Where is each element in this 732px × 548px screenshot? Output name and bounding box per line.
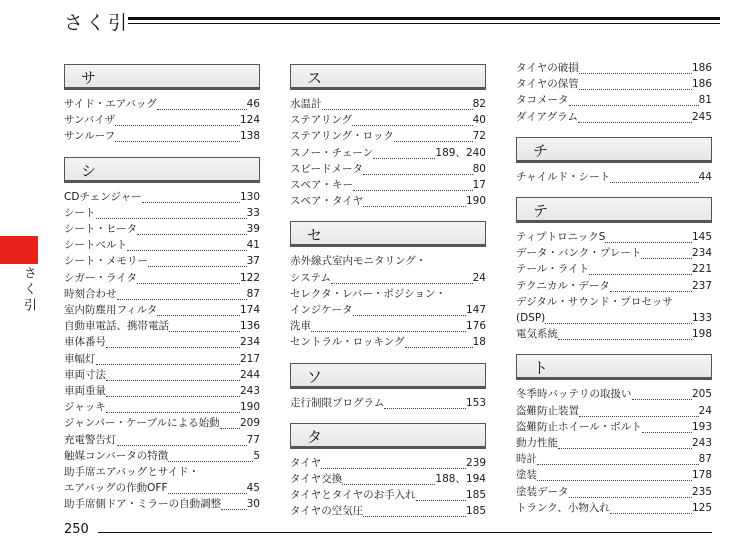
- index-entry: [516, 294, 712, 310]
- leader-dots: [106, 386, 240, 397]
- page-number: 250: [64, 522, 89, 537]
- index-term: ジャンパー・ケーブルによる始動: [64, 417, 220, 430]
- index-page-number: 147: [465, 304, 486, 316]
- index-term: ステアリング・ロック: [290, 130, 394, 143]
- index-entry: [290, 302, 486, 318]
- index-term: シート: [64, 206, 96, 219]
- index-term: インジケータ: [290, 304, 353, 316]
- leader-dots: [322, 99, 473, 110]
- leader-dots: [96, 208, 247, 219]
- index-page-number: 190: [465, 195, 486, 208]
- index-entry: [64, 351, 260, 367]
- index-page-number: 145: [691, 231, 712, 243]
- leader-dots: [394, 131, 473, 142]
- leader-dots: [579, 79, 692, 90]
- index-entry: [290, 395, 486, 411]
- index-entry: [290, 96, 486, 112]
- index-entry: [290, 253, 486, 269]
- leader-dots: [331, 273, 473, 284]
- leader-dots: [642, 422, 692, 433]
- index-entry: [64, 128, 260, 144]
- section-heading-label: セ: [307, 226, 323, 245]
- index-entry: [290, 286, 486, 302]
- index-page-number: 237: [691, 279, 712, 292]
- index-term: ティプトロニックS: [516, 231, 606, 243]
- leader-dots: [578, 112, 692, 123]
- index-page-number: 130: [239, 190, 260, 203]
- index-entry: [516, 278, 712, 294]
- index-page-number: 243: [239, 385, 260, 397]
- index-page-number: 205: [691, 388, 712, 401]
- index-entry: [290, 112, 486, 128]
- index-page-number: 174: [239, 304, 260, 316]
- side-tab-label: さく引: [21, 266, 36, 314]
- leader-dots: [537, 470, 692, 481]
- leader-dots: [115, 131, 240, 142]
- leader-dots: [157, 305, 240, 316]
- index-entry: [516, 109, 712, 125]
- index-entry: [290, 318, 486, 334]
- index-page-number: 185: [465, 505, 486, 518]
- index-term: タイヤの破損: [516, 62, 579, 74]
- index-term: シートベルト: [64, 239, 127, 252]
- index-term: ダイアグラム: [516, 110, 579, 123]
- index-term: 冬季時バッテリの取扱い: [516, 388, 632, 401]
- index-term: タイヤの空気圧: [290, 505, 364, 518]
- index-page-number: 45: [246, 482, 260, 495]
- leader-dots: [137, 273, 240, 284]
- index-term: トランク、小物入れ: [516, 501, 610, 514]
- leader-dots: [363, 164, 473, 175]
- index-term: セレクタ・レバー・ポジション・: [290, 287, 446, 300]
- section-heading: [64, 157, 260, 183]
- index-term: タイヤ: [290, 456, 322, 469]
- index-term: セントラル・ロッキング: [290, 336, 405, 349]
- index-entry: [64, 253, 260, 269]
- index-entry: [64, 448, 260, 464]
- index-entry: [64, 334, 260, 350]
- section-heading-label: ソ: [307, 367, 323, 386]
- index-entry: [64, 302, 260, 318]
- index-entry: [516, 419, 712, 435]
- index-entry: [64, 189, 260, 205]
- index-side-tab: [0, 236, 38, 264]
- index-term: 走行制限プログラム: [290, 396, 385, 409]
- index-entry: [64, 318, 260, 334]
- index-page-number: 24: [698, 404, 712, 417]
- index-term: 時刻合わせ: [64, 287, 117, 300]
- leader-dots: [610, 172, 698, 183]
- leader-dots: [569, 487, 692, 498]
- index-page-number: 178: [691, 469, 712, 482]
- section-heading-label: サ: [81, 69, 97, 87]
- index-entry: [516, 92, 712, 108]
- index-term: 自動車電話、携帯電話: [64, 320, 169, 333]
- index-term: 盗難防止装置: [516, 404, 579, 417]
- index-page-number: 185: [465, 489, 486, 502]
- section-heading: [290, 64, 486, 90]
- index-page-number: 190: [239, 401, 260, 414]
- index-page-number: 82: [472, 98, 486, 110]
- index-page-number: 125: [691, 501, 712, 514]
- index-term: 助手席エアバッグとサイド・: [64, 466, 200, 478]
- index-term: データ・バンク・プレート: [516, 247, 642, 260]
- leader-dots: [321, 458, 466, 469]
- index-entry: [64, 221, 260, 237]
- index-entry: [516, 386, 712, 402]
- index-entry: [290, 128, 486, 144]
- index-entry: [290, 503, 486, 519]
- leader-dots: [353, 305, 466, 316]
- index-entry: [516, 435, 712, 451]
- leader-dots: [353, 180, 473, 191]
- index-page-number: 33: [246, 206, 260, 219]
- leader-dots: [589, 264, 692, 275]
- leader-dots: [106, 370, 240, 381]
- index-term: チャイルド・シート: [516, 170, 611, 183]
- index-entry: [290, 177, 486, 193]
- leader-dots: [168, 483, 247, 494]
- leader-dots: [363, 196, 466, 207]
- index-term: 充電警告灯: [64, 433, 117, 446]
- index-entry: [516, 451, 712, 467]
- index-entry: [64, 383, 260, 399]
- section-heading-label: テ: [533, 202, 549, 220]
- index-entry: [290, 270, 486, 286]
- index-entry: [516, 326, 712, 342]
- section-heading-label: ス: [307, 69, 323, 87]
- index-entry: [64, 496, 260, 512]
- leader-dots: [405, 337, 473, 348]
- leader-dots: [641, 248, 692, 259]
- leader-dots: [384, 398, 466, 409]
- index-term: CDチェンジャー: [64, 190, 142, 203]
- index-page-number: 209: [239, 417, 260, 430]
- index-entry: [290, 455, 486, 471]
- leader-dots: [117, 289, 247, 300]
- footer-rule: [98, 532, 712, 533]
- index-page-number: 81: [698, 94, 712, 107]
- leader-dots: [221, 499, 246, 510]
- index-term: スペア・キー: [290, 179, 353, 191]
- index-term: シート・メモリー: [64, 255, 148, 268]
- index-entry: [516, 261, 712, 277]
- index-entry: [290, 161, 486, 177]
- index-page-number: 221: [691, 263, 712, 276]
- leader-dots: [610, 281, 692, 292]
- index-term: タコメータ: [516, 94, 569, 107]
- index-page-number: 46: [246, 98, 260, 110]
- index-entry: [64, 480, 260, 496]
- index-term: 車体番号: [64, 336, 106, 349]
- index-page-number: 24: [472, 271, 486, 284]
- index-entry: [290, 487, 486, 503]
- section-heading: [516, 137, 712, 163]
- index-page-number: 136: [239, 320, 260, 333]
- index-entry: [64, 237, 260, 253]
- leader-dots: [115, 115, 240, 126]
- index-term: タイヤとタイヤのお手入れ: [290, 489, 416, 502]
- index-term: 触媒コンバータの特徴: [64, 449, 169, 462]
- leader-dots: [127, 240, 247, 251]
- index-term: サンルーフ: [64, 130, 116, 143]
- index-entry: [516, 60, 712, 76]
- index-term: 時計: [516, 453, 537, 466]
- index-page-number: 17: [472, 179, 486, 191]
- leader-dots: [610, 503, 692, 514]
- section-heading: [516, 354, 712, 380]
- leader-dots: [142, 192, 240, 203]
- index-term: (DSP): [516, 312, 546, 324]
- leader-dots: [157, 99, 247, 110]
- leader-dots: [537, 454, 699, 465]
- index-entry: [516, 484, 712, 500]
- index-entry: [64, 399, 260, 415]
- index-term: 動力性能: [516, 437, 558, 449]
- index-page-number: 235: [691, 485, 712, 498]
- leader-dots: [579, 406, 699, 417]
- index-page-number: 41: [246, 239, 260, 252]
- index-entry: [290, 145, 486, 161]
- index-term: 赤外線式室内モニタリング・: [290, 255, 427, 268]
- section-heading-label: ト: [533, 359, 549, 378]
- index-entry: [64, 205, 260, 221]
- index-entry: [64, 432, 260, 448]
- index-term: シート・ヒータ: [64, 223, 138, 235]
- index-entry: [64, 286, 260, 302]
- index-entry: [290, 334, 486, 350]
- index-term: 塗装: [516, 469, 537, 482]
- index-page-number: 186: [691, 62, 712, 74]
- index-page-number: 186: [691, 78, 712, 91]
- index-page-number: 244: [239, 368, 260, 381]
- leader-dots: [632, 389, 692, 400]
- leader-dots: [106, 402, 240, 413]
- index-term: エアバッグの作動OFF: [64, 482, 168, 495]
- section-heading-label: チ: [533, 141, 549, 160]
- index-entry: [64, 464, 260, 480]
- index-term: サンバイザ: [64, 114, 116, 127]
- leader-dots: [605, 232, 692, 243]
- leader-dots: [558, 438, 692, 449]
- index-entry: [516, 229, 712, 245]
- index-entry: [64, 415, 260, 431]
- index-entry: [64, 112, 260, 128]
- leader-dots: [137, 224, 247, 235]
- section-heading-label: シ: [81, 161, 97, 180]
- section-heading: [290, 363, 486, 389]
- page-title: さく引: [64, 12, 131, 34]
- leader-dots: [169, 321, 240, 332]
- leader-dots: [558, 329, 692, 340]
- index-page-number: 37: [246, 255, 260, 268]
- index-term: 室内防塵用フィルタ: [64, 304, 158, 316]
- leader-dots: [117, 435, 247, 446]
- index-entry: [516, 467, 712, 483]
- index-entry: [516, 403, 712, 419]
- index-entry: [516, 245, 712, 261]
- index-term: サイド・エアバッグ: [64, 98, 157, 110]
- index-term: スピードメータ: [290, 162, 363, 175]
- leader-dots: [148, 256, 247, 267]
- index-page-number: 5: [253, 449, 260, 462]
- index-term: 電気系統: [516, 328, 558, 341]
- index-term: テクニカル・データ: [516, 279, 610, 292]
- section-heading: [516, 197, 712, 223]
- leader-dots: [352, 115, 472, 126]
- index-term: デジタル・サウンド・プロセッサ: [516, 295, 673, 308]
- index-term: システム: [290, 271, 331, 284]
- index-term: ステアリング: [290, 114, 353, 127]
- index-term: 車幅灯: [64, 352, 96, 365]
- index-entry: [516, 500, 712, 516]
- index-page-number: 153: [465, 396, 486, 409]
- leader-dots: [545, 313, 692, 324]
- index-page-number: 138: [239, 130, 260, 143]
- index-term: タイヤの保管: [516, 78, 579, 91]
- index-entry: [516, 76, 712, 92]
- index-term: スペア・タイヤ: [290, 195, 364, 208]
- section-heading: [290, 423, 486, 449]
- section-heading: [64, 64, 260, 90]
- index-page-number: 122: [239, 271, 260, 284]
- index-page-number: 87: [246, 287, 260, 300]
- index-page-number: 87: [698, 453, 712, 466]
- index-page-number: 217: [239, 352, 260, 365]
- index-page-number: 176: [465, 320, 486, 333]
- index-page-number: 30: [246, 498, 260, 511]
- index-entry: [290, 193, 486, 209]
- leader-dots: [579, 63, 692, 74]
- leader-dots: [168, 451, 253, 462]
- index-page-number: 72: [472, 130, 486, 143]
- index-term: シガー・ライタ: [64, 271, 138, 284]
- leader-dots: [416, 490, 466, 501]
- leader-dots: [373, 148, 435, 159]
- index-page-number: 189、240: [435, 146, 486, 159]
- index-page-number: 39: [246, 223, 260, 235]
- section-heading: [290, 221, 486, 247]
- index-term: 洗車: [290, 320, 311, 333]
- index-page-number: 188、194: [435, 473, 486, 485]
- index-term: 助手席側ドア・ミラーの自動調整: [64, 498, 222, 511]
- index-term: 盗難防止ホイール・ボルト: [516, 420, 642, 433]
- index-entry: [64, 96, 260, 112]
- index-term: ジャッキ: [64, 401, 106, 414]
- index-page-number: 198: [691, 328, 712, 341]
- index-page-number: 193: [691, 420, 712, 433]
- index-page-number: 234: [239, 336, 260, 349]
- index-page-number: 77: [246, 433, 260, 446]
- index-entry: [516, 169, 712, 185]
- index-page-number: 243: [691, 437, 712, 449]
- index-page-number: 124: [239, 114, 260, 127]
- index-term: タイヤ交換: [290, 473, 343, 485]
- leader-dots: [363, 506, 466, 517]
- index-page-number: 133: [691, 312, 712, 324]
- index-page-number: 40: [472, 114, 486, 127]
- index-entry: [290, 471, 486, 487]
- leader-dots: [96, 354, 240, 365]
- leader-dots: [342, 474, 435, 485]
- index-entry: [64, 270, 260, 286]
- section-heading-label: タ: [307, 427, 323, 446]
- index-page-number: 18: [472, 336, 486, 349]
- index-page-number: 245: [691, 110, 712, 123]
- index-entry: [64, 367, 260, 383]
- index-term: 車両寸法: [64, 368, 106, 381]
- leader-dots: [569, 95, 699, 106]
- leader-dots: [106, 337, 240, 348]
- index-term: 水温計: [290, 98, 322, 110]
- index-term: テール・ライト: [516, 263, 589, 276]
- index-page-number: 234: [691, 247, 712, 260]
- index-entry: [516, 310, 712, 326]
- title-rule: [128, 17, 720, 24]
- index-page-number: 80: [472, 162, 486, 175]
- index-page-number: 44: [698, 170, 712, 183]
- index-term: 塗装データ: [516, 485, 569, 498]
- index-term: 車両重量: [64, 385, 106, 397]
- leader-dots: [220, 418, 240, 429]
- index-page-number: 239: [465, 456, 486, 469]
- leader-dots: [311, 321, 466, 332]
- index-term: スノー・チェーン: [290, 146, 374, 159]
